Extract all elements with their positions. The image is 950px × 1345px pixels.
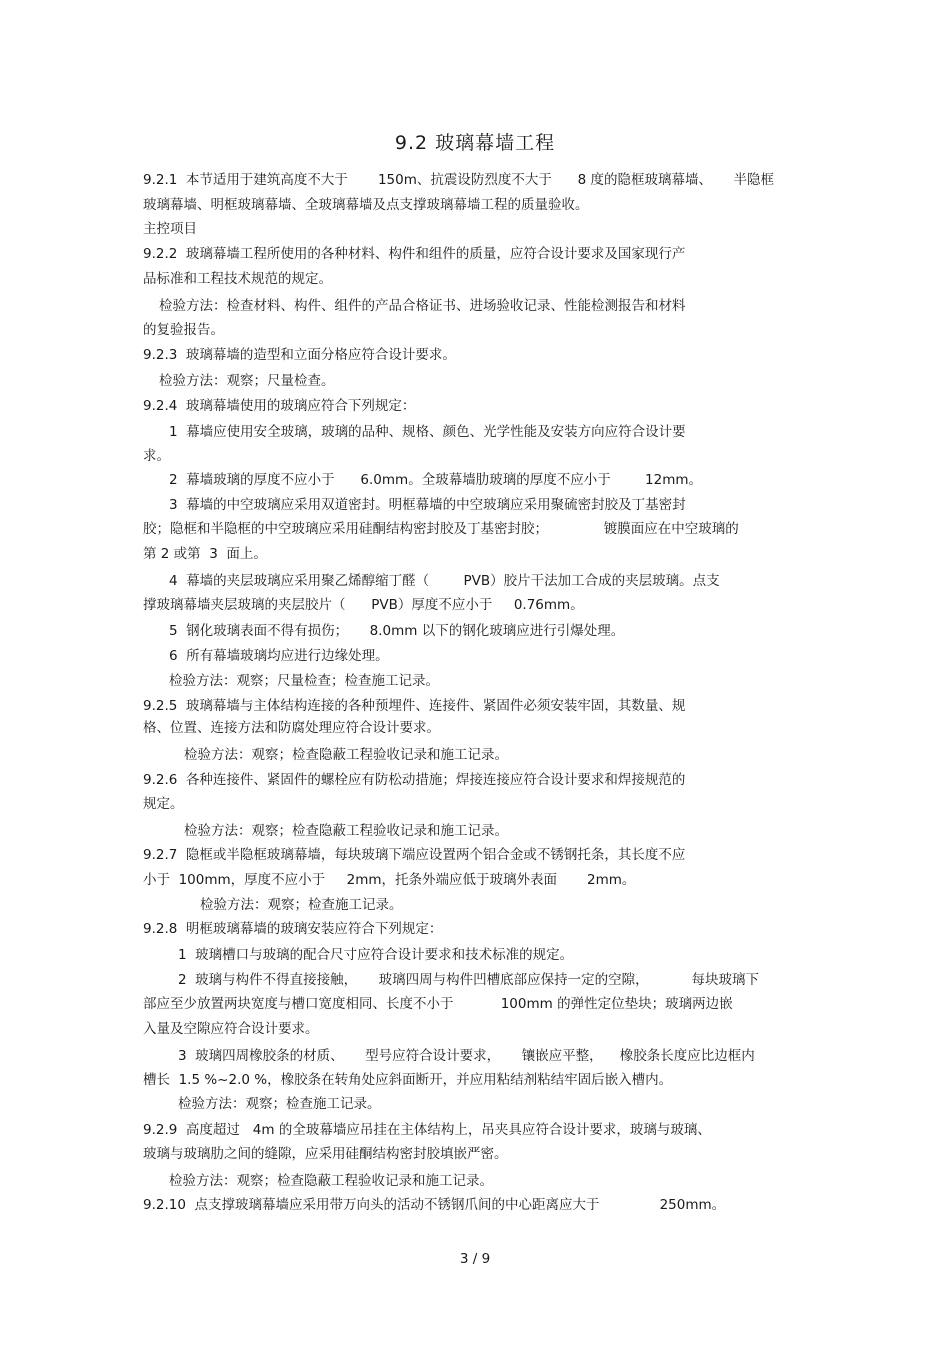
text-line: 检验方法：观察；检查隐蔽工程验收记录和施工记录。 bbox=[184, 747, 508, 763]
text-line: 的复验报告。 bbox=[143, 322, 224, 338]
text-line: 检验方法：观察；检查施工记录。 bbox=[178, 1096, 381, 1112]
text-line: 部应至少放置两块宽度与槽口宽度相同、长度不小于 100mm 的弹性定位垫块；玻璃两边嵌 bbox=[143, 996, 733, 1012]
text-line: 9.2.6 各种连接件、紧固件的螺栓应有防松动措施；焊接连接应符合设计要求和焊接规范的 bbox=[143, 772, 686, 788]
text-line: 检验方法：检查材料、构件、组件的产品合格证书、进场验收记录、性能检测报告和材料 bbox=[159, 298, 686, 314]
text-line: 检验方法：观察；尺量检查。 bbox=[159, 373, 335, 389]
text-line: 1 玻璃槽口与玻璃的配合尺寸应符合设计要求和技术标准的规定。 bbox=[178, 947, 574, 963]
text-line: 9.2.5 玻璃幕墙与主体结构连接的各种预埋件、连接件、紧固件必须安装牢固，其数量、规 bbox=[143, 698, 686, 714]
text-line: 1 幕墙应使用安全玻璃，玻璃的品种、规格、颜色、光学性能及安装方向应符合设计要 bbox=[169, 424, 686, 440]
text-line: 检验方法：观察；检查隐蔽工程验收记录和施工记录。 bbox=[169, 1173, 493, 1189]
text-line: 3 玻璃四周橡胶条的材质、 型号应符合设计要求， 镶嵌应平整， 橡胶条长度应比边框内 bbox=[178, 1048, 755, 1064]
text-line: 槽长 1.5 %~2.0 %，橡胶条在转角处应斜面断开，并应用粘结剂粘结牢固后嵌入槽内。 bbox=[143, 1072, 673, 1088]
text-line: 第 2 或第 3 面上。 bbox=[143, 546, 267, 562]
text-line: 9.2.7 隐框或半隐框玻璃幕墙，每块玻璃下端应设置两个铝合金或不锈钢托条，其长度不应 bbox=[143, 847, 686, 863]
text-line: 3 幕墙的中空玻璃应采用双道密封。明框幕墙的中空玻璃应采用聚硫密封胶及丁基密封 bbox=[169, 497, 686, 513]
text-line: 入量及空隙应符合设计要求。 bbox=[143, 1021, 319, 1037]
text-line: 9.2.3 玻璃幕墙的造型和立面分格应符合设计要求。 bbox=[143, 347, 456, 363]
text-line: 9.2.2 玻璃幕墙工程所使用的各种材料、构件和组件的质量，应符合设计要求及国家现行产 bbox=[143, 246, 686, 262]
text-line: 求。 bbox=[143, 448, 170, 464]
page-number: 3 / 9 bbox=[459, 1251, 491, 1267]
text-line: 检验方法：观察；检查施工记录。 bbox=[200, 897, 403, 913]
text-line: 检验方法：观察；检查隐蔽工程验收记录和施工记录。 bbox=[184, 823, 508, 839]
text-line: 4 幕墙的夹层玻璃应采用聚乙烯醇缩丁醛（ PVB）胶片干法加工合成的夹层玻璃。点支 bbox=[169, 573, 720, 589]
text-line: 6 所有幕墙玻璃均应进行边缘处理。 bbox=[169, 648, 389, 664]
text-line: 2 玻璃与构件不得直接接触， 玻璃四周与构件凹槽底部应保持一定的空隙， 每块玻璃下 bbox=[178, 972, 760, 988]
text-line: 9.2.8 明框玻璃幕墙的玻璃安装应符合下列规定： bbox=[143, 921, 443, 937]
text-line: 规定。 bbox=[143, 796, 184, 812]
text-line: 格、位置、连接方法和防腐处理应符合设计要求。 bbox=[143, 720, 440, 736]
text-line: 撑玻璃幕墙夹层玻璃的夹层胶片（ PVB）厚度不应小于 0.76mm。 bbox=[143, 597, 584, 613]
text-line: 玻璃与玻璃肋之间的缝隙，应采用硅酮结构密封胶填嵌严密。 bbox=[143, 1146, 508, 1162]
text-line: 5 钢化玻璃表面不得有损伤； 8.0mm 以下的钢化玻璃应进行引爆处理。 bbox=[169, 623, 625, 639]
text-line: 9.2.9 高度超过 4m 的全玻幕墙应吊挂在主体结构上，吊夹具应符合设计要求，玻璃与玻璃、 bbox=[143, 1122, 711, 1138]
page-title: 9.2 玻璃幕墙工程 bbox=[394, 132, 556, 154]
text-line: 9.2.1 本节适用于建筑高度不大于 150m、抗震设防烈度不大于 8 度的隐框玻璃幕墙、 半隐框 bbox=[143, 172, 774, 188]
text-line: 品标准和工程技术规范的规定。 bbox=[143, 271, 332, 287]
text-line: 玻璃幕墙、明框玻璃幕墙、全玻璃幕墙及点支撑玻璃幕墙工程的质量验收。 bbox=[143, 197, 589, 213]
section-heading: 主控项目 bbox=[143, 221, 197, 237]
text-line: 胶；隐框和半隐框的中空玻璃应采用硅酮结构密封胶及丁基密封胶； 镀膜面应在中空玻璃的 bbox=[143, 521, 739, 537]
text-line: 9.2.10 点支撑玻璃幕墙应采用带万向头的活动不锈钢爪间的中心距离应大于 250mm。 bbox=[143, 1197, 726, 1213]
text-line: 检验方法：观察；尺量检查；检查施工记录。 bbox=[169, 673, 439, 689]
text-line: 9.2.4 玻璃幕墙使用的玻璃应符合下列规定： bbox=[143, 398, 416, 414]
text-line: 2 幕墙玻璃的厚度不应小于 6.0mm。全玻幕墙肋玻璃的厚度不应小于 12mm。 bbox=[169, 472, 702, 488]
text-line: 小于 100mm，厚度不应小于 2mm，托条外端应低于玻璃外表面 2mm。 bbox=[143, 872, 636, 888]
